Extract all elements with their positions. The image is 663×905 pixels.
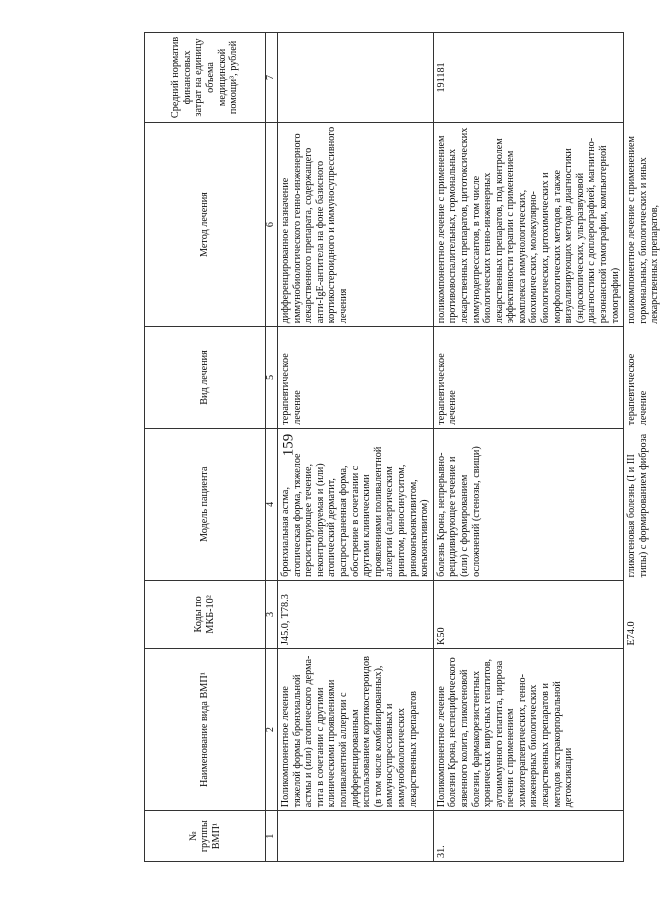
cell-name: Поликомпонентное лечение болезни Крона, неспецифического язвенного колита, гликогеновой болезни, фармакорезистентных хронических вирусных гепатитов, аутоиммунного гепатита, цирроза печени с применением химиотерапевтических, генно-инженерных биологических лекарственных препаратов и методов экстракорпоральной детоксикации (433, 648, 624, 810)
column-number: 2 (266, 648, 278, 810)
column-number: 7 (266, 33, 278, 123)
cell-type: терапевтическое лечение (433, 327, 624, 428)
cell-group (624, 811, 663, 862)
column-number: 6 (266, 122, 278, 326)
table-row (433, 33, 624, 862)
cell-type: терапевтическое лечение (626, 353, 649, 426)
cell-method: дифференцированное назначение иммунобиологического генно-инженерного лекарственного препарата, содержащего анти-IgE-антитела на фоне базисного кортикостероидного и иммуносупрессивного лечения (278, 122, 434, 326)
table-row (278, 33, 434, 862)
cell-model: гликогеновая болезнь (I и III типы) с формированием фиброза (626, 433, 649, 578)
cell-cost (278, 33, 434, 123)
cell-model: болезнь Крона, непрерывно-рецидивирующее течение и (или) с формированием осложнений (стенозы, свищи) (433, 428, 624, 580)
cell-name: Поликомпонентное лечение тяжелой формы бронхиальной астмы и (или) атопического дерма-тита в сочетании с другими клиническими проявлениями поливалентной аллергии с дифференцированным использованием кортикостероидов (в том числе комбинированных), иммуносупрессивных и иммунобиологических лекарственных препаратов (278, 648, 434, 810)
column-number: 5 (266, 327, 278, 428)
header-treatment-method: Метод лечения (145, 122, 266, 326)
column-number: 4 (266, 428, 278, 580)
cell-type: терапевтическое лечение (278, 327, 434, 428)
cell-model: бронхиальная астма, атопическая форма, тяжелое персистирующее течение, неконтролируемая и (или) атопический дерматит, распространенная форма, обострение в сочетании с другими клиническими проявлениями поливалентной аллергии (аллергическим ринитом, риносинуситом, риноконъюнктивитом, конъюнктивитом) (278, 428, 434, 580)
cell-codes: E74.0 (626, 621, 638, 646)
header-patient-model: Модель пациента (145, 428, 266, 580)
column-number: 3 (266, 580, 278, 648)
header-vmp-name: Наименование вида ВМП¹ (145, 648, 266, 810)
header-cost-norm: Средний норматив финансовых затрат на единицу объема медицинской помощи³, рублей (145, 33, 266, 123)
cell-cost: 191181 (433, 33, 624, 123)
rotated-page-content (144, 32, 661, 862)
header-group-number: № группы ВМП¹ (145, 811, 266, 862)
header-icd-codes: Коды по МКБ-10² (145, 580, 266, 648)
cell-name (624, 648, 663, 810)
column-number-row (266, 33, 278, 862)
cell-codes: J45.0, T78.3 (278, 580, 434, 648)
cell-method: поликомпонентное лечение с применением гормональных, биологических и иных лекарственных препаратов, (626, 136, 661, 324)
table-row (624, 33, 663, 862)
column-number: 1 (266, 811, 278, 862)
cell-cost (624, 33, 663, 123)
vmp-table (144, 32, 663, 862)
cell-group (278, 811, 434, 862)
cell-group: 31. (433, 811, 624, 862)
cell-codes: K50 (433, 580, 624, 648)
cell-method: поликомпонентное лечение с применением противовоспалительных, гормональных лекарственных препаратов, цитотоксических иммунодепрессантов, в том числе биологических генно-инженерных лекарственных препаратов, под контролем эффективности терапии с применением комплекса иммунологических, биохимических, молекулярно-биологических, цитохимических и морфологических методов, а также визуализирующих методов диагностики (эндоскопических, ультразвуковой диагностики с доплерографией, магнитно-резонансной томографии, компьютерной томографии) (433, 122, 624, 326)
table-header-row (145, 33, 266, 862)
header-treatment-type: Вид лечения (145, 327, 266, 428)
